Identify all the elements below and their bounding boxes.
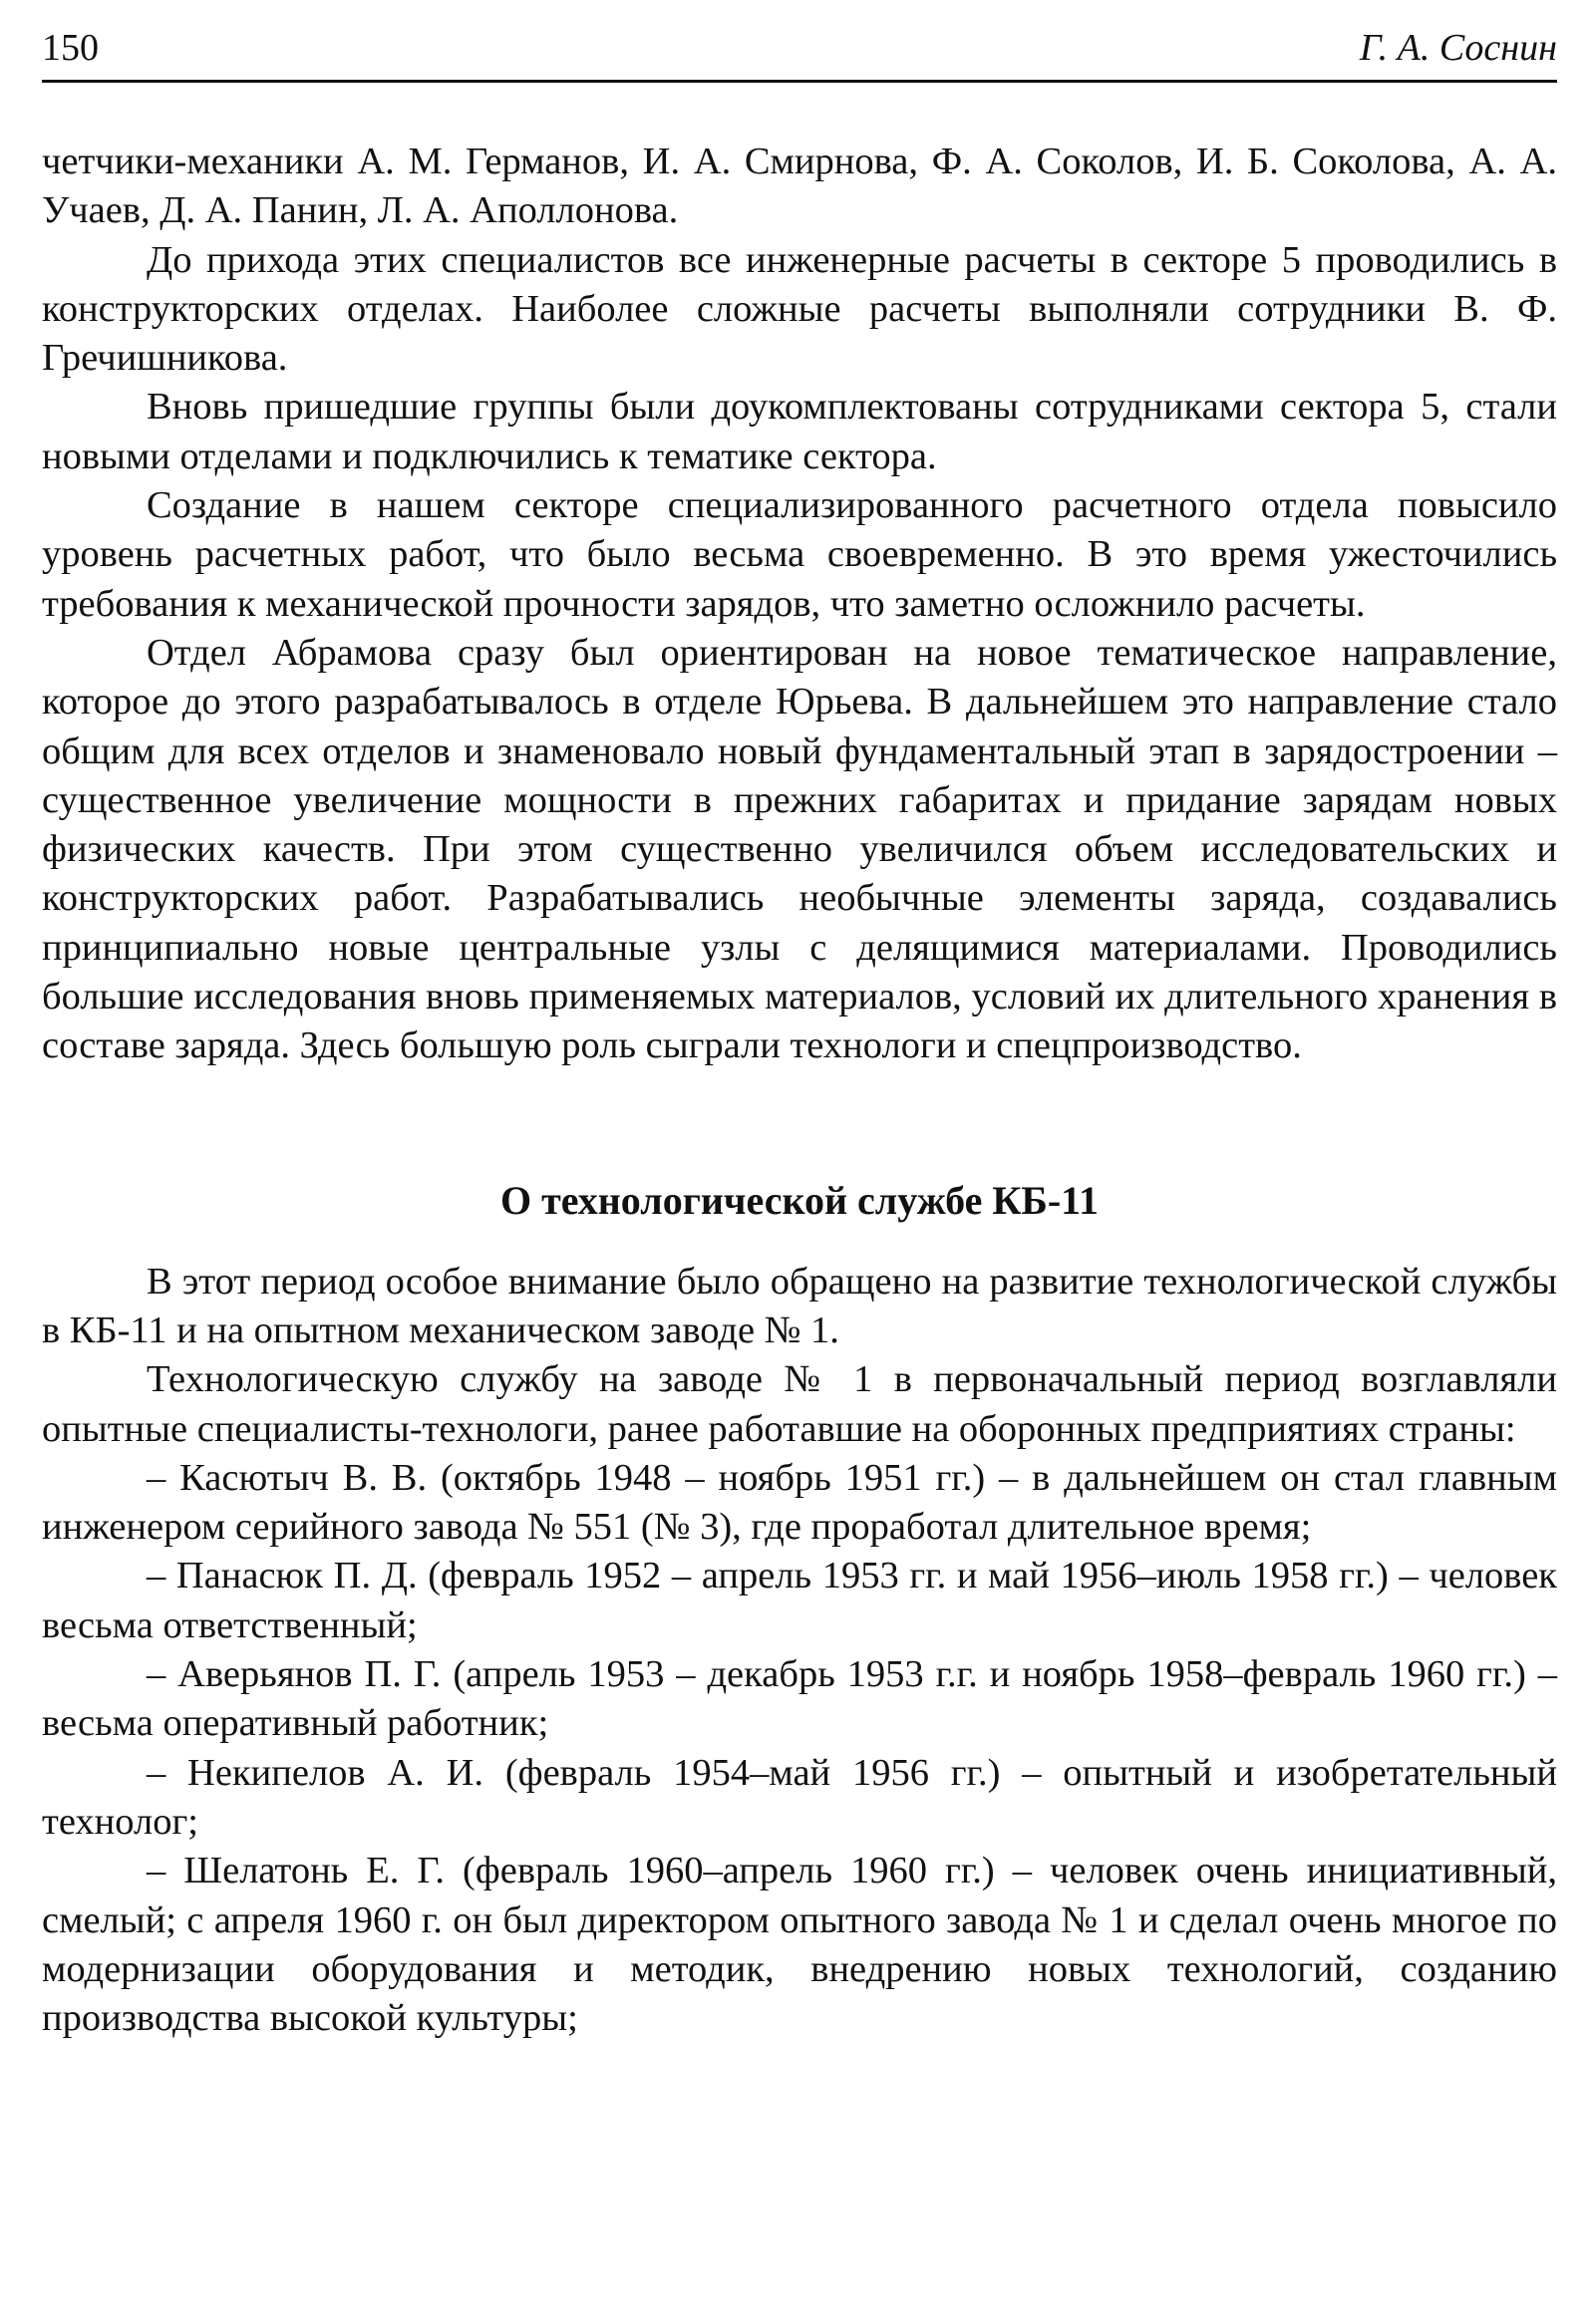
section-heading: О технологической службе КБ-11 — [500, 1177, 1099, 1223]
running-head-author: Г. А. Соснин — [1359, 27, 1557, 69]
body-text — [42, 138, 1557, 2043]
list-item: – Аверьянов П. Г. (апрель 1953 – декабрь 1953 г.г. и ноябрь 1958–февраль 1960 гг.) –весьма оперативный работник; — [42, 1653, 1557, 1745]
list-item: – Некипелов А. И. (февраль 1954–май 1956 гг.) – опытный и изобретательный технолог; — [42, 1751, 1557, 1843]
paragraph: Технологическую службу на заводе № 1 в первоначальный период возглавляли опытные специалисты-технологи, ранее работавшие на оборонных предприятиях страны: — [42, 1358, 1557, 1450]
paragraph: Создание в нашем секторе специализированного расчетного отдела повысило уровень расчетных работ, что было весьма своевременно. В это время ужесточились требования к механической прочности зарядов, что заметно осложнило расчеты. — [42, 484, 1557, 625]
list-item: – Касютыч В. В. (октябрь 1948 – ноябрь 1951 гг.) – в дальнейшем он стал главным инженером серийного завода № 551 (№ 3), где проработал длительное время; — [42, 1456, 1557, 1549]
list-item: – Шелатонь Е. Г. (февраль 1960–апрель 1960 гг.) – человек очень инициативный, смелый; с апреля 1960 г. он был директором опытного завода № 1 и сделал очень многое по модернизации оборудования и методик, внедрению новых технологий, созданию производства высокой культуры; — [42, 1850, 1557, 2040]
page-number: 150 — [42, 27, 99, 69]
paragraph: В этот период особое внимание было обращено на развитие технологической службы в КБ-11 и на опытном механическом заводе № 1. — [42, 1260, 1557, 1351]
header-rule — [42, 80, 1557, 83]
paragraph: Отдел Абрамова сразу был ориентирован на новое тематическое направление, которое до этого разрабатывалось в отделе Юрьева. В дальнейшем это направление стало общим для всех отделов и знаменовало новый фундаментальный этап в зарядостроении – существенное увеличение мощности в прежних габаритах и придание зарядам новых физических качеств. При этом существенно увеличился объем исследовательских и конструкторских работ. Разрабатывались необычные элементы заряда, создавались принципиально новые центральные узлы с делящимися материалами. Проводились большие исследования вновь применяемых материалов, условий их длительного хранения в составе заряда. Здесь большую роль сыграли технологи и спецпроизводство. — [42, 631, 1557, 1067]
list-item: – Панасюк П. Д. (февраль 1952 – апрель 1953 гг. и май 1956–июль 1958 гг.) – человек весьма ответственный; — [42, 1555, 1557, 1646]
paragraph: До прихода этих специалистов все инженерные расчеты в секторе 5 проводились в конструкторских отделах. Наиболее сложные расчеты выполняли сотрудники В. Ф. Гречишникова. — [42, 238, 1557, 380]
paragraph: Вновь пришедшие группы были доукомплектованы сотрудниками сектора 5, стали новыми отделами и подключились к тематике сектора. — [42, 386, 1557, 477]
paragraph-continued: четчики-механики А. М. Германов, И. А. Смирнова, Ф. А. Соколов, И. Б. Соколова, А. А. Учаев, Д. А. Панин, Л. А. Аполлонова. — [42, 141, 1557, 232]
running-header — [42, 26, 1557, 78]
